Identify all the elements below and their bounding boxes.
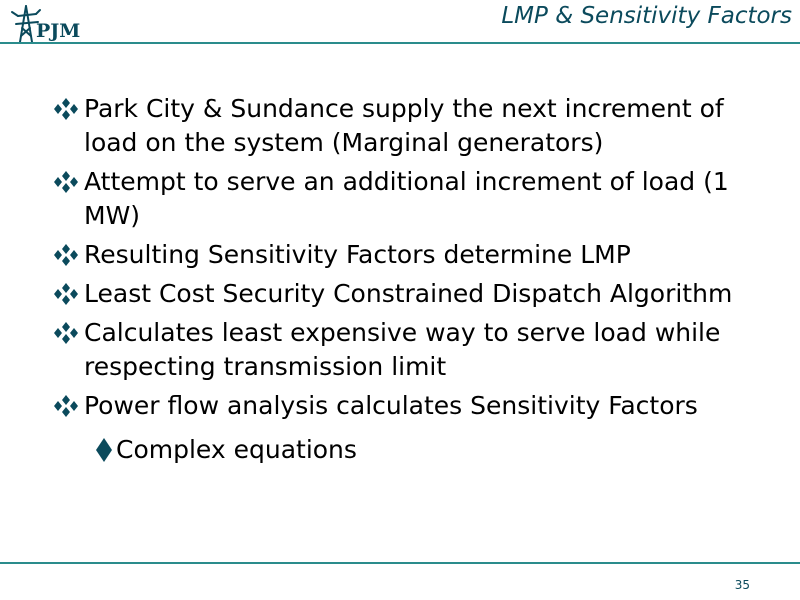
four-diamond-bullet-icon	[52, 321, 80, 345]
sub-bullet-text: Complex equations	[116, 435, 357, 464]
bullet-text: Calculates least expensive way to serve load while respecting transmission limit	[84, 318, 721, 381]
diamond-bullet-icon	[94, 437, 114, 463]
bullet-item	[52, 277, 772, 311]
four-diamond-bullet-icon	[52, 243, 80, 267]
bullet-text: Park City & Sundance supply the next increment of load on the system (Marginal generators)	[84, 94, 724, 157]
pjm-logo	[2, 2, 92, 46]
bullet-item	[52, 238, 772, 272]
bullet-item	[52, 389, 772, 423]
page-number: 35	[734, 578, 750, 592]
four-diamond-bullet-icon	[52, 394, 80, 418]
four-diamond-bullet-icon	[52, 282, 80, 306]
bullet-text: Resulting Sensitivity Factors determine LMP	[84, 240, 631, 269]
sub-bullet-item	[52, 433, 772, 467]
bullet-item	[52, 165, 772, 233]
bullet-list	[52, 92, 772, 467]
four-diamond-bullet-icon	[52, 170, 80, 194]
header-divider	[0, 42, 800, 44]
slide-title: LMP & Sensitivity Factors	[501, 3, 792, 29]
bullet-text: Power flow analysis calculates Sensitivity Factors	[84, 391, 698, 420]
bullet-text: Attempt to serve an additional increment of load (1 MW)	[84, 167, 729, 230]
footer-divider	[0, 562, 800, 564]
bullet-item	[52, 92, 772, 160]
bullet-text: Least Cost Security Constrained Dispatch Algorithm	[84, 279, 733, 308]
logo-text: PJM	[36, 20, 81, 42]
four-diamond-bullet-icon	[52, 97, 80, 121]
bullet-item	[52, 316, 772, 384]
